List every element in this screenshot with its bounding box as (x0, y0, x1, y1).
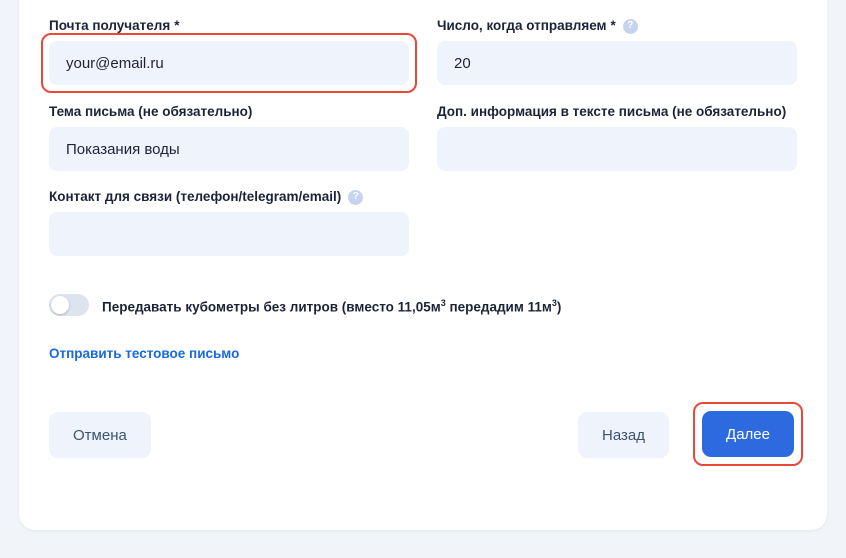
contact-label-text: Контакт для связи (телефон/telegram/email) (49, 189, 342, 204)
next-button[interactable]: Далее (702, 411, 794, 457)
recipient-email-label-text: Почта получателя (49, 18, 171, 33)
send-day-input[interactable] (437, 41, 797, 85)
cubic-toggle-label-part1: Передавать кубометры без литров (вместо 11,05м (102, 299, 441, 315)
subject-label-text: Тема письма (не обязательно) (49, 104, 253, 119)
subject-input-wrap (49, 127, 409, 171)
required-asterisk: * (610, 18, 616, 33)
form-row-1 (49, 18, 797, 85)
send-test-email-link[interactable]: Отправить тестовое письмо (49, 346, 240, 361)
extra-info-input[interactable] (437, 127, 797, 171)
toggle-knob (51, 296, 69, 314)
extra-info-label-text: Доп. информация в тексте письма (не обязательно) (437, 104, 787, 119)
send-day-label-text: Число, когда отправляем (437, 18, 607, 33)
required-asterisk: * (174, 18, 180, 33)
field-extra-info (437, 104, 797, 171)
cubic-meters-toggle[interactable] (49, 294, 89, 316)
recipient-email-input[interactable] (49, 41, 409, 85)
cubic-toggle-row (49, 294, 797, 316)
field-subject (49, 104, 409, 171)
subject-label (49, 104, 409, 120)
cubic-toggle-sup2: 3 (551, 297, 557, 308)
form-footer (49, 412, 797, 468)
cubic-toggle-sup1: 3 (440, 297, 446, 308)
next-button-highlight-box (693, 402, 803, 466)
field-contact (49, 189, 409, 256)
cubic-toggle-label-part2: передадим 11м (445, 299, 552, 315)
form-card (19, 0, 827, 530)
cancel-button[interactable]: Отмена (49, 412, 151, 458)
contact-label (49, 189, 409, 205)
contact-input-wrap (49, 212, 409, 256)
form-area (49, 18, 797, 363)
recipient-email-highlight-box (41, 33, 417, 93)
field-recipient-email (49, 18, 409, 85)
extra-info-label (437, 104, 797, 120)
form-row-3 (49, 189, 797, 256)
extra-info-input-wrap (437, 127, 797, 171)
form-row-3-spacer (437, 189, 797, 256)
cubic-toggle-label (102, 295, 561, 316)
question-icon[interactable]: ? (623, 19, 638, 34)
cubic-toggle-label-part3: ) (556, 299, 562, 315)
send-day-label (437, 18, 797, 34)
form-row-2 (49, 104, 797, 171)
question-icon[interactable]: ? (348, 190, 363, 205)
subject-input[interactable] (49, 127, 409, 171)
contact-input[interactable] (49, 212, 409, 256)
send-day-input-wrap (437, 41, 797, 85)
recipient-email-label (49, 18, 409, 34)
back-button[interactable]: Назад (578, 412, 669, 458)
field-send-day (437, 18, 797, 85)
